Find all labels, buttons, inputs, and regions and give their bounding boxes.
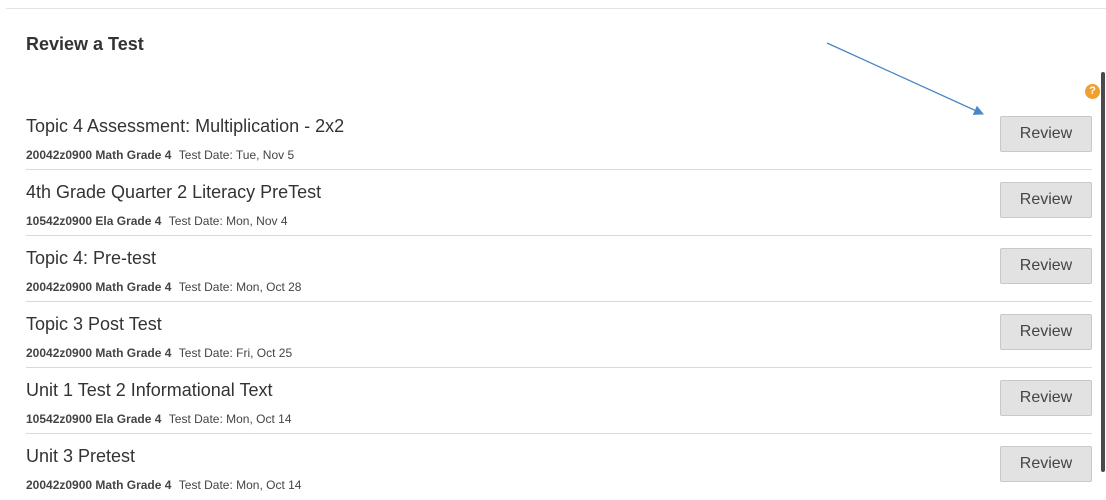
- course-name: 10542z0900 Ela Grade 4: [26, 412, 162, 426]
- test-date: Test Date: Fri, Oct 25: [178, 346, 293, 360]
- page-title: Review a Test: [26, 34, 144, 54]
- test-row: [26, 434, 1092, 500]
- course-name: 20042z0900 Math Grade 4: [26, 148, 172, 162]
- review-button[interactable]: Review: [1000, 116, 1092, 152]
- test-title: Topic 4: Pre-test: [26, 248, 157, 268]
- test-title: Unit 1 Test 2 Informational Text: [26, 380, 273, 400]
- help-icon[interactable]: ?: [1085, 84, 1100, 99]
- test-title: Topic 3 Post Test: [26, 314, 162, 334]
- test-list: [26, 104, 1092, 500]
- test-date: Test Date: Mon, Oct 14: [168, 412, 292, 426]
- review-button[interactable]: Review: [1000, 380, 1092, 416]
- review-button[interactable]: Review: [1000, 314, 1092, 350]
- course-name: 10542z0900 Ela Grade 4: [26, 214, 162, 228]
- review-button[interactable]: Review: [1000, 248, 1092, 284]
- review-button[interactable]: Review: [1000, 446, 1092, 482]
- test-meta: [26, 412, 292, 426]
- test-meta: [26, 346, 292, 360]
- test-meta: [26, 478, 301, 492]
- review-button[interactable]: Review: [1000, 182, 1092, 218]
- test-title: 4th Grade Quarter 2 Literacy PreTest: [26, 182, 322, 202]
- test-meta: [26, 214, 288, 228]
- test-title: Topic 4 Assessment: Multiplication - 2x2: [26, 116, 345, 136]
- scrollbar[interactable]: [1101, 72, 1105, 472]
- test-meta: [26, 280, 301, 294]
- top-divider: [6, 8, 1106, 9]
- test-row: [26, 104, 1092, 170]
- test-date: Test Date: Tue, Nov 5: [178, 148, 295, 162]
- course-name: 20042z0900 Math Grade 4: [26, 346, 172, 360]
- test-row: [26, 302, 1092, 368]
- test-row: [26, 368, 1092, 434]
- test-date: Test Date: Mon, Oct 14: [178, 478, 302, 492]
- test-date: Test Date: Mon, Oct 28: [178, 280, 302, 294]
- test-row: [26, 170, 1092, 236]
- test-meta: [26, 148, 294, 162]
- test-row: [26, 236, 1092, 302]
- test-date: Test Date: Mon, Nov 4: [168, 214, 288, 228]
- test-title: Unit 3 Pretest: [26, 446, 136, 466]
- course-name: 20042z0900 Math Grade 4: [26, 280, 172, 294]
- course-name: 20042z0900 Math Grade 4: [26, 478, 172, 492]
